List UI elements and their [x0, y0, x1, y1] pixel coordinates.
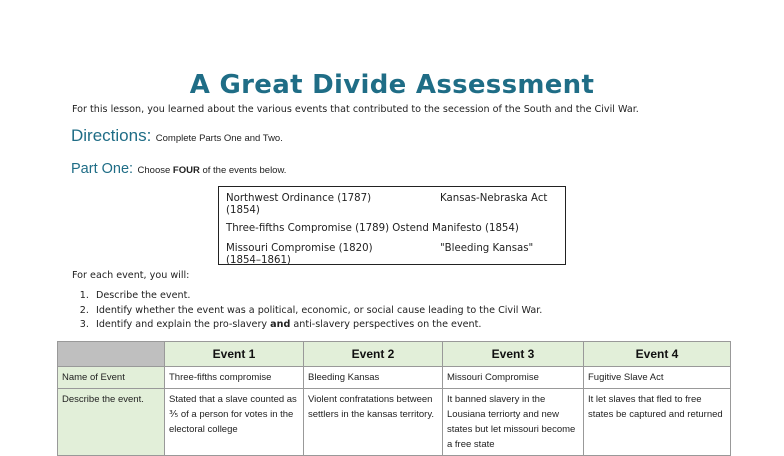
- part-one-text-before: Choose: [137, 165, 173, 176]
- directions-text: Complete Parts One and Two.: [155, 133, 283, 144]
- row-label-describe: Describe the event.: [58, 389, 165, 456]
- table-header-event-2: Event 2: [304, 342, 443, 367]
- table-header-row: [58, 342, 731, 367]
- table-header-event-4: Event 4: [584, 342, 731, 367]
- table-cell[interactable]: Stated that a slave counted as ⅗ of a person for votes in the electoral college: [165, 389, 304, 456]
- event-kansas-nebraska-year: (1854): [226, 205, 260, 216]
- task-item: 2. Identify whether the event was a political, economic, or social cause leading to the Civil War.: [92, 305, 542, 320]
- task-bold: and: [270, 319, 291, 330]
- directions-label: Directions:: [71, 126, 152, 145]
- part-one-text-after: of the events below.: [199, 165, 287, 176]
- event-bleeding-kansas: "Bleeding Kansas": [440, 243, 534, 254]
- event-bleeding-kansas-years: (1854–1861): [226, 255, 291, 265]
- table-row: [58, 389, 731, 456]
- table-header-event-3: Event 3: [443, 342, 584, 367]
- row-label-name: Name of Event: [58, 367, 165, 389]
- events-list-box: [218, 186, 566, 265]
- task-text-end: anti-slavery perspectives on the event.: [290, 319, 482, 330]
- intro-text: For this lesson, you learned about the various events that contributed to the secession of the South and the Civil War.: [72, 104, 639, 115]
- directions-heading: [71, 126, 283, 146]
- table-cell[interactable]: It banned slavery in the Lousiana terriorty and new states but let missouri become a free state: [443, 389, 584, 456]
- part-one-heading: [71, 160, 286, 178]
- table-corner-cell: [58, 342, 165, 367]
- table-cell[interactable]: Three-fifths compromise: [165, 367, 304, 389]
- table-cell[interactable]: It let slaves that fled to free states be captured and returned: [584, 389, 731, 456]
- task-item: 1. Describe the event.: [92, 290, 542, 305]
- event-three-fifths-ostend: Three-fifths Compromise (1789) Ostend Manifesto (1854): [226, 223, 519, 234]
- event-missouri-compromise: Missouri Compromise (1820): [226, 243, 373, 254]
- event-kansas-nebraska: Kansas-Nebraska Act: [440, 193, 548, 204]
- for-each-text: For each event, you will:: [72, 270, 190, 281]
- table-cell[interactable]: Missouri Compromise: [443, 367, 584, 389]
- task-text: Identify and explain the pro-slavery: [96, 319, 271, 330]
- table-cell[interactable]: Bleeding Kansas: [304, 367, 443, 389]
- table-row: [58, 367, 731, 389]
- part-one-emphasis: FOUR: [172, 165, 200, 176]
- assessment-table: [57, 341, 731, 456]
- event-northwest-ordinance: Northwest Ordinance (1787): [226, 193, 372, 204]
- task-list: [72, 290, 542, 334]
- table-cell[interactable]: Fugitive Slave Act: [584, 367, 731, 389]
- table-cell[interactable]: Violent confratations between settlers in the kansas territory.: [304, 389, 443, 456]
- table-header-event-1: Event 1: [165, 342, 304, 367]
- page-title: A Great Divide Assessment: [189, 70, 595, 100]
- part-one-label: Part One:: [71, 161, 134, 177]
- task-item: [92, 319, 542, 334]
